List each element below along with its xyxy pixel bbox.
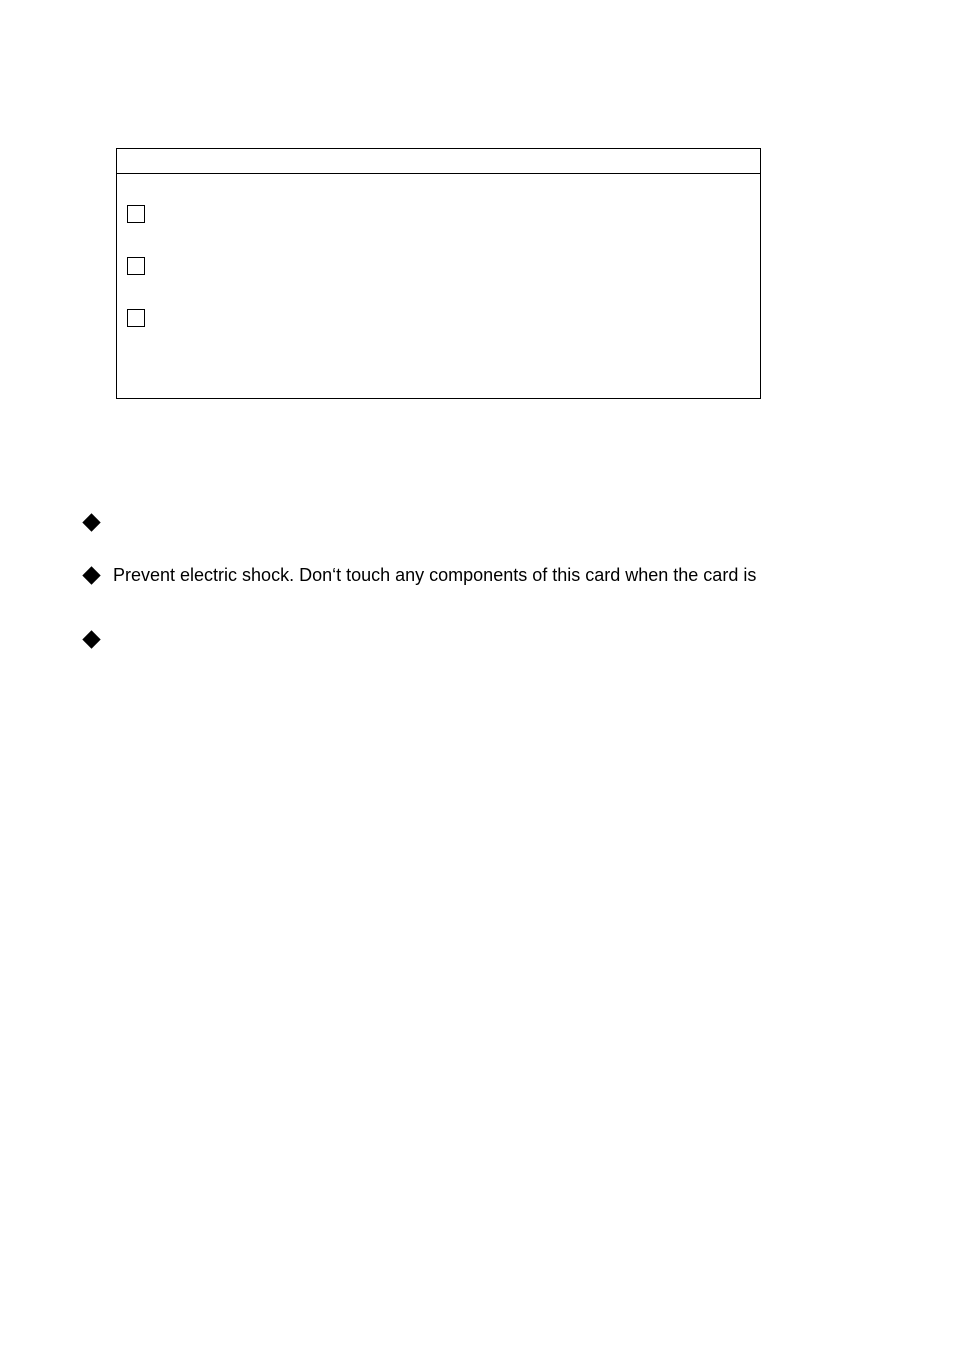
checklist-item[interactable] — [127, 256, 155, 276]
note-item — [82, 516, 113, 529]
checklist-box — [116, 148, 761, 399]
note-text: Prevent electric shock. Don‘t touch any components of this card when the card is — [113, 565, 757, 585]
diamond-bullet-icon — [82, 513, 100, 531]
checklist-item[interactable] — [127, 204, 155, 224]
checklist-header — [117, 149, 760, 174]
checklist-item[interactable] — [127, 308, 155, 328]
checkbox[interactable] — [127, 205, 145, 223]
diamond-bullet-icon — [82, 566, 100, 584]
checkbox[interactable] — [127, 257, 145, 275]
note-item — [82, 564, 756, 586]
checkbox[interactable] — [127, 309, 145, 327]
diamond-bullet-icon — [82, 630, 100, 648]
note-item — [82, 633, 113, 646]
